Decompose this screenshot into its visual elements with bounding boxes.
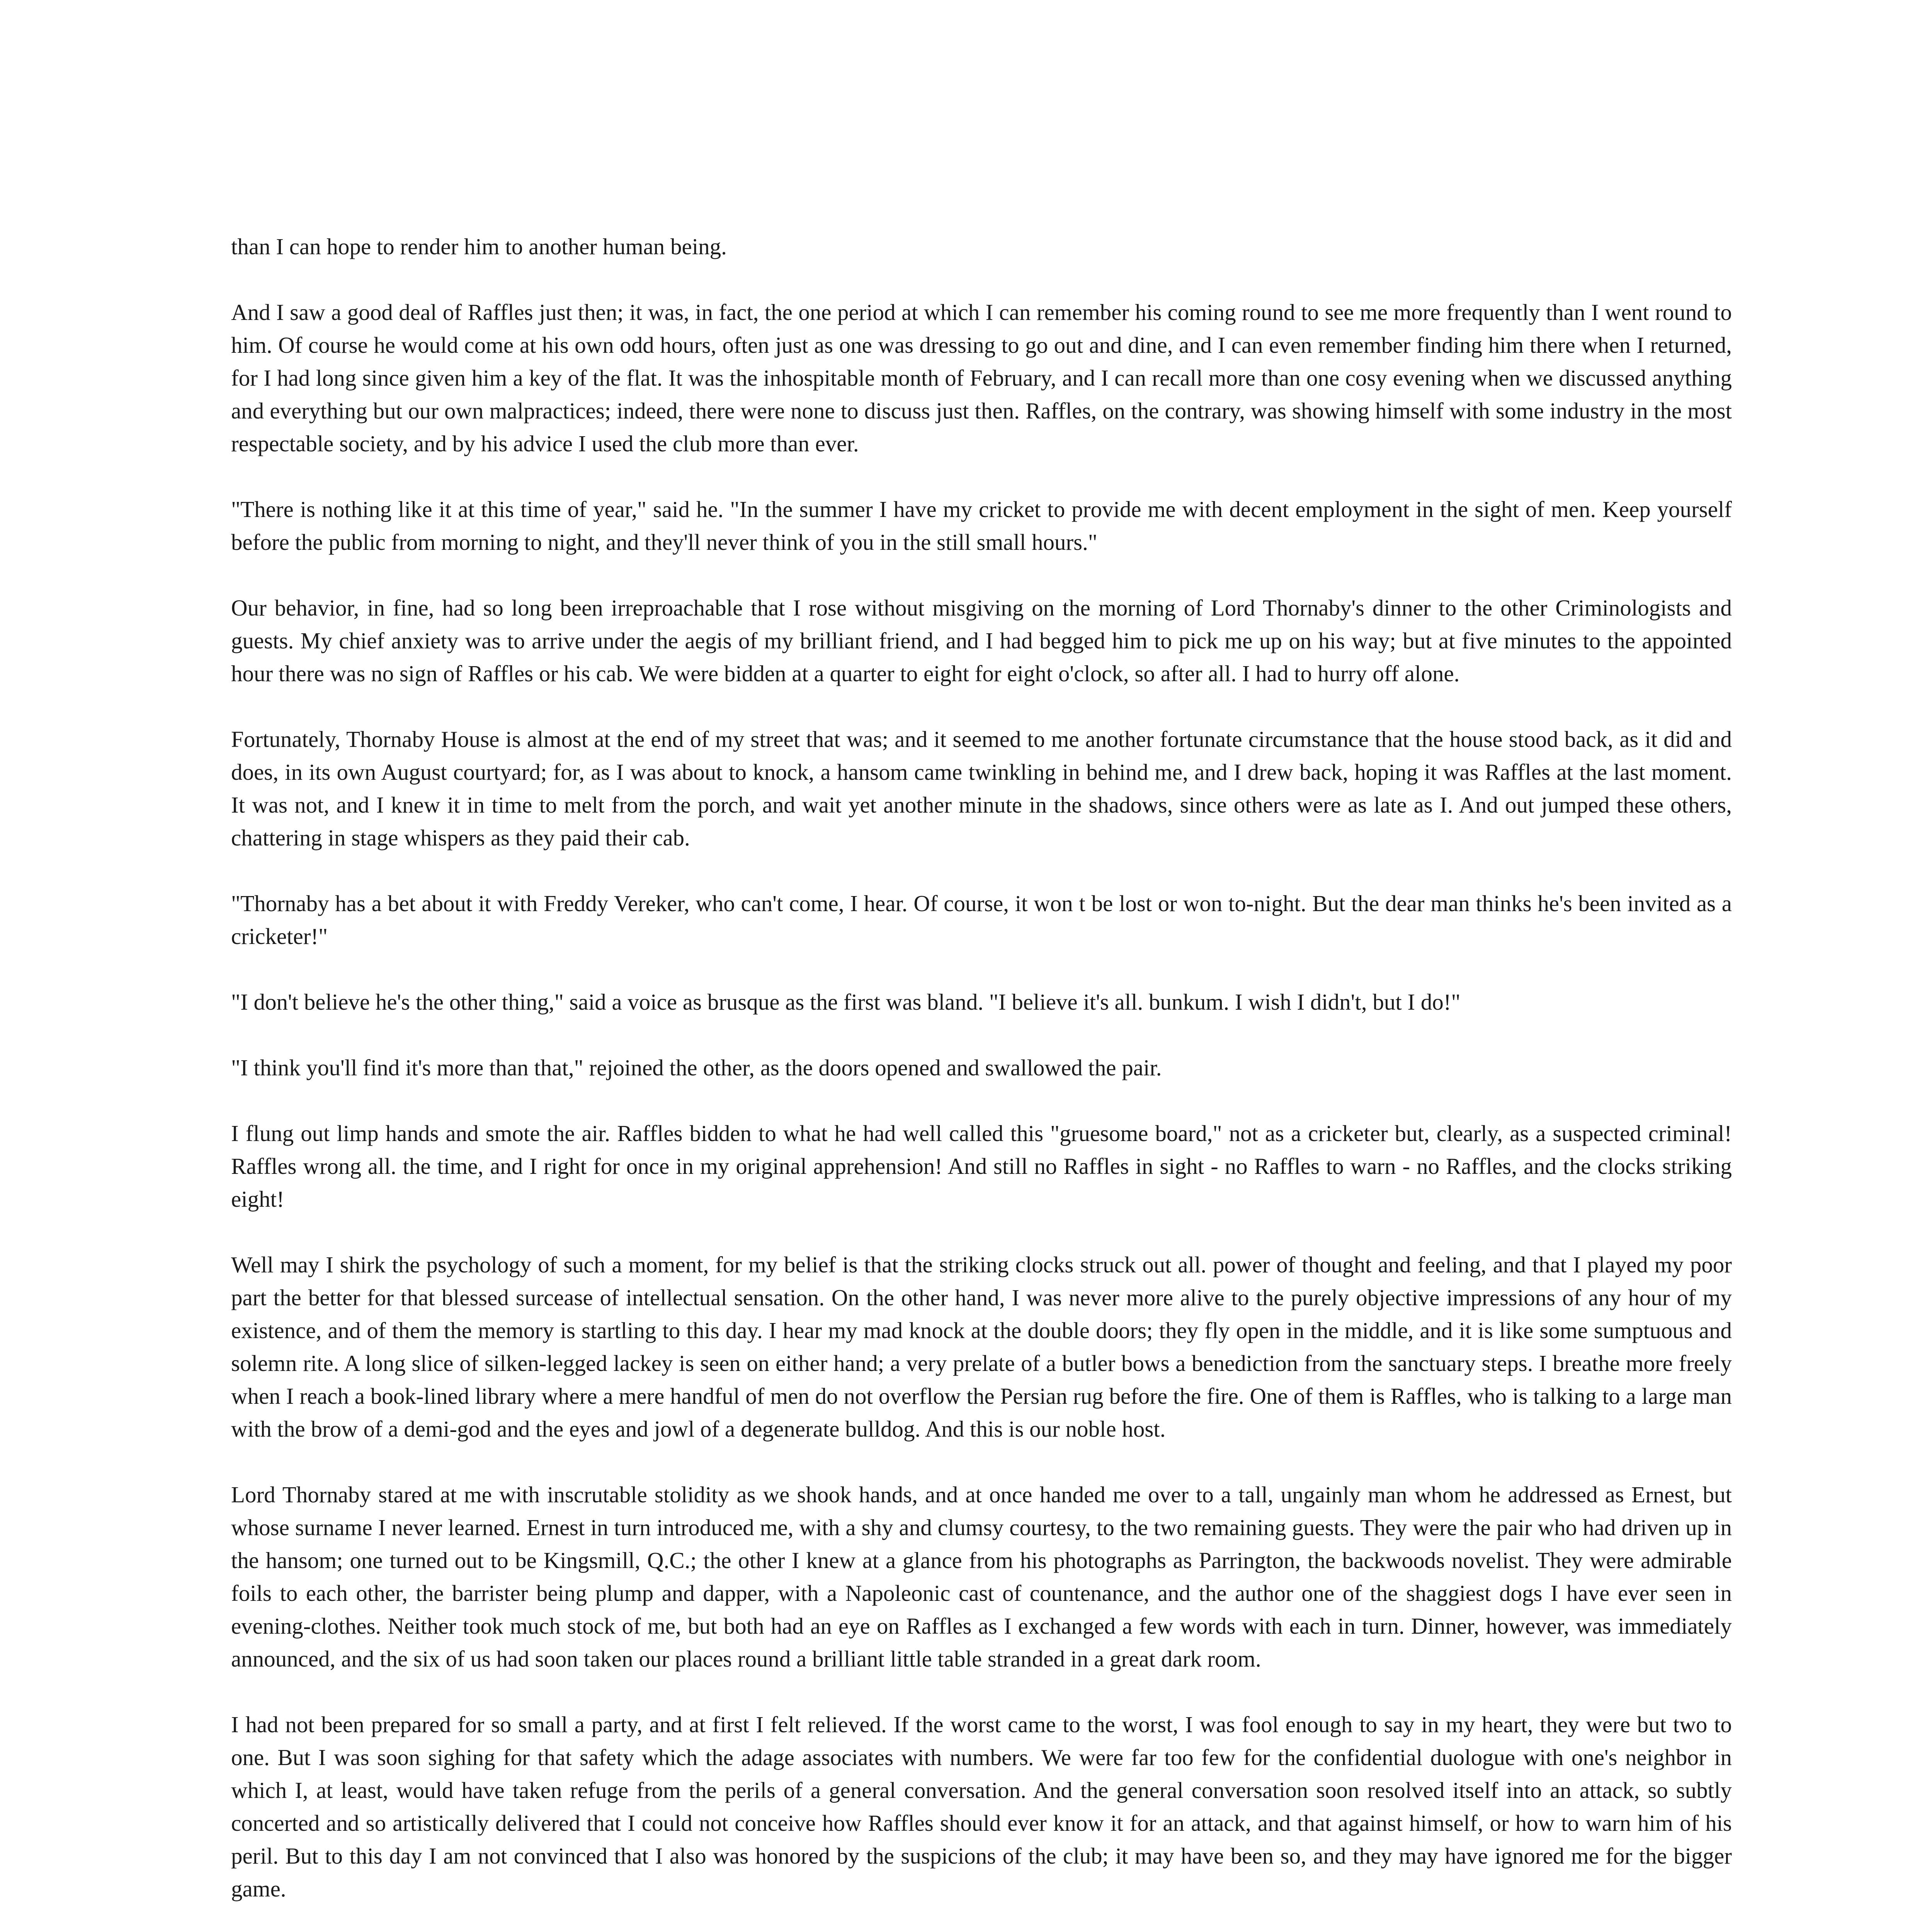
paragraph: Lord Thornaby stared at me with inscrutable stolidity as we shook hands, and at once handed me over to a tall, ungainly man whom he addressed as Ernest, but whose surname I never learned. Ernest in turn introduced me, with a shy and clumsy courtesy, to the two remaining guests. They were the pair who had driven up in the hansom; one turned out to be Kingsmill, Q.C.; the other I knew at a glance from his photographs as Parrington, the backwoods novelist. They were admirable foils to each other, the barrister being plump and dapper, with a Napoleonic cast of countenance, and the author one of the shaggiest dogs I have ever seen in evening-clothes. Neither took much stock of me, but both had an eye on Raffles as I exchanged a few words with each in turn. Dinner, however, was immediately announced, and the six of us had soon taken our places round a brilliant little table stranded in a great dark room.: [231, 1482, 1732, 1672]
paragraph: And I saw a good deal of Raffles just then; it was, in fact, the one period at which I can remember his coming round to see me more frequently than I went round to him. Of course he would come at his own odd hours, often just as one was dressing to go out and dine, and I can even remember finding him there when I returned, for I had long since given him a key of the flat. It was the inhospitable month of February, and I can recall more than one cosy evening when we discussed anything and everything but our own malpractices; indeed, there were none to discuss just then. Raffles, on the contrary, was showing himself with some industry in the most respectable society, and by his advice I used the club more than ever.: [231, 299, 1732, 456]
page-body-text: [231, 230, 1732, 1932]
paragraph: Our behavior, in fine, had so long been irreproachable that I rose without misgiving on the morning of Lord Thornaby's dinner to the other Criminologists and guests. My chief anxiety was to arrive under the aegis of my brilliant friend, and I had begged him to pick me up on his way; but at five minutes to the appointed hour there was no sign of Raffles or his cab. We were bidden at a quarter to eight for eight o'clock, so after all. I had to hurry off alone.: [231, 595, 1732, 686]
paragraph: Well may I shirk the psychology of such a moment, for my belief is that the striking clocks struck out all. power of thought and feeling, and that I played my poor part the better for that blessed surcease of intellectual sensation. On the other hand, I was never more alive to the purely objective impressions of any hour of my existence, and of them the memory is startling to this day. I hear my mad knock at the double doors; they fly open in the middle, and it is like some sumptuous and solemn rite. A long slice of silken-legged lackey is seen on either hand; a very prelate of a butler bows a benediction from the sanctuary steps. I breathe more freely when I reach a book-lined library where a mere handful of men do not overflow the Persian rug before the fire. One of them is Raffles, who is talking to a large man with the brow of a demi-god and the eyes and jowl of a degenerate bulldog. And this is our noble host.: [231, 1252, 1732, 1442]
paragraph: Fortunately, Thornaby House is almost at the end of my street that was; and it seemed to me another fortunate circumstance that the house stood back, as it did and does, in its own August courtyard; for, as I was about to knock, a hansom came twinkling in behind me, and I drew back, hoping it was Raffles at the last moment. It was not, and I knew it in time to melt from the porch, and wait yet another minute in the shadows, since others were as late as I. And out jumped these others, chattering in stage whispers as they paid their cab.: [231, 726, 1732, 850]
paragraph: "Thornaby has a bet about it with Freddy Vereker, who can't come, I hear. Of course, it won t be lost or won to-night. But the dear man thinks he's been invited as a cricketer!": [231, 891, 1732, 949]
paragraph: "I don't believe he's the other thing," said a voice as brusque as the first was bland. "I believe it's all. bunkum. I wish I didn't, but I do!": [231, 989, 1461, 1015]
paragraph: "I think you'll find it's more than that," rejoined the other, as the doors opened and swallowed the pair.: [231, 1055, 1162, 1080]
paragraph: than I can hope to render him to another human being.: [231, 234, 727, 259]
paragraph: I flung out limp hands and smote the air. Raffles bidden to what he had well called this "gruesome board," not as a cricketer but, clearly, as a suspected criminal! Raffles wrong all. the time, and I right for once in my original apprehension! And still no Raffles in sight - no Raffles to warn - no Raffles, and the clocks striking eight!: [231, 1121, 1732, 1212]
paragraph: I had not been prepared for so small a party, and at first I felt relieved. If the worst came to the worst, I was fool enough to say in my heart, they were but two to one. But I was soon sighing for that safety which the adage associates with numbers. We were far too few for the confidential duologue with one's neighbor in which I, at least, would have taken refuge from the perils of a general conversation. And the general conversation soon resolved itself into an attack, so subtly concerted and so artistically delivered that I could not conceive how Raffles should ever know it for an attack, and that against himself, or how to warn him of his peril. But to this day I am not convinced that I also was honored by the suspicions of the club; it may have been so, and they may have ignored me for the bigger game.: [231, 1712, 1732, 1901]
paragraph: "There is nothing like it at this time of year," said he. "In the summer I have my cricket to provide me with decent employment in the sight of men. Keep yourself before the public from morning to night, and they'll never think of you in the still small hours.": [231, 497, 1732, 555]
